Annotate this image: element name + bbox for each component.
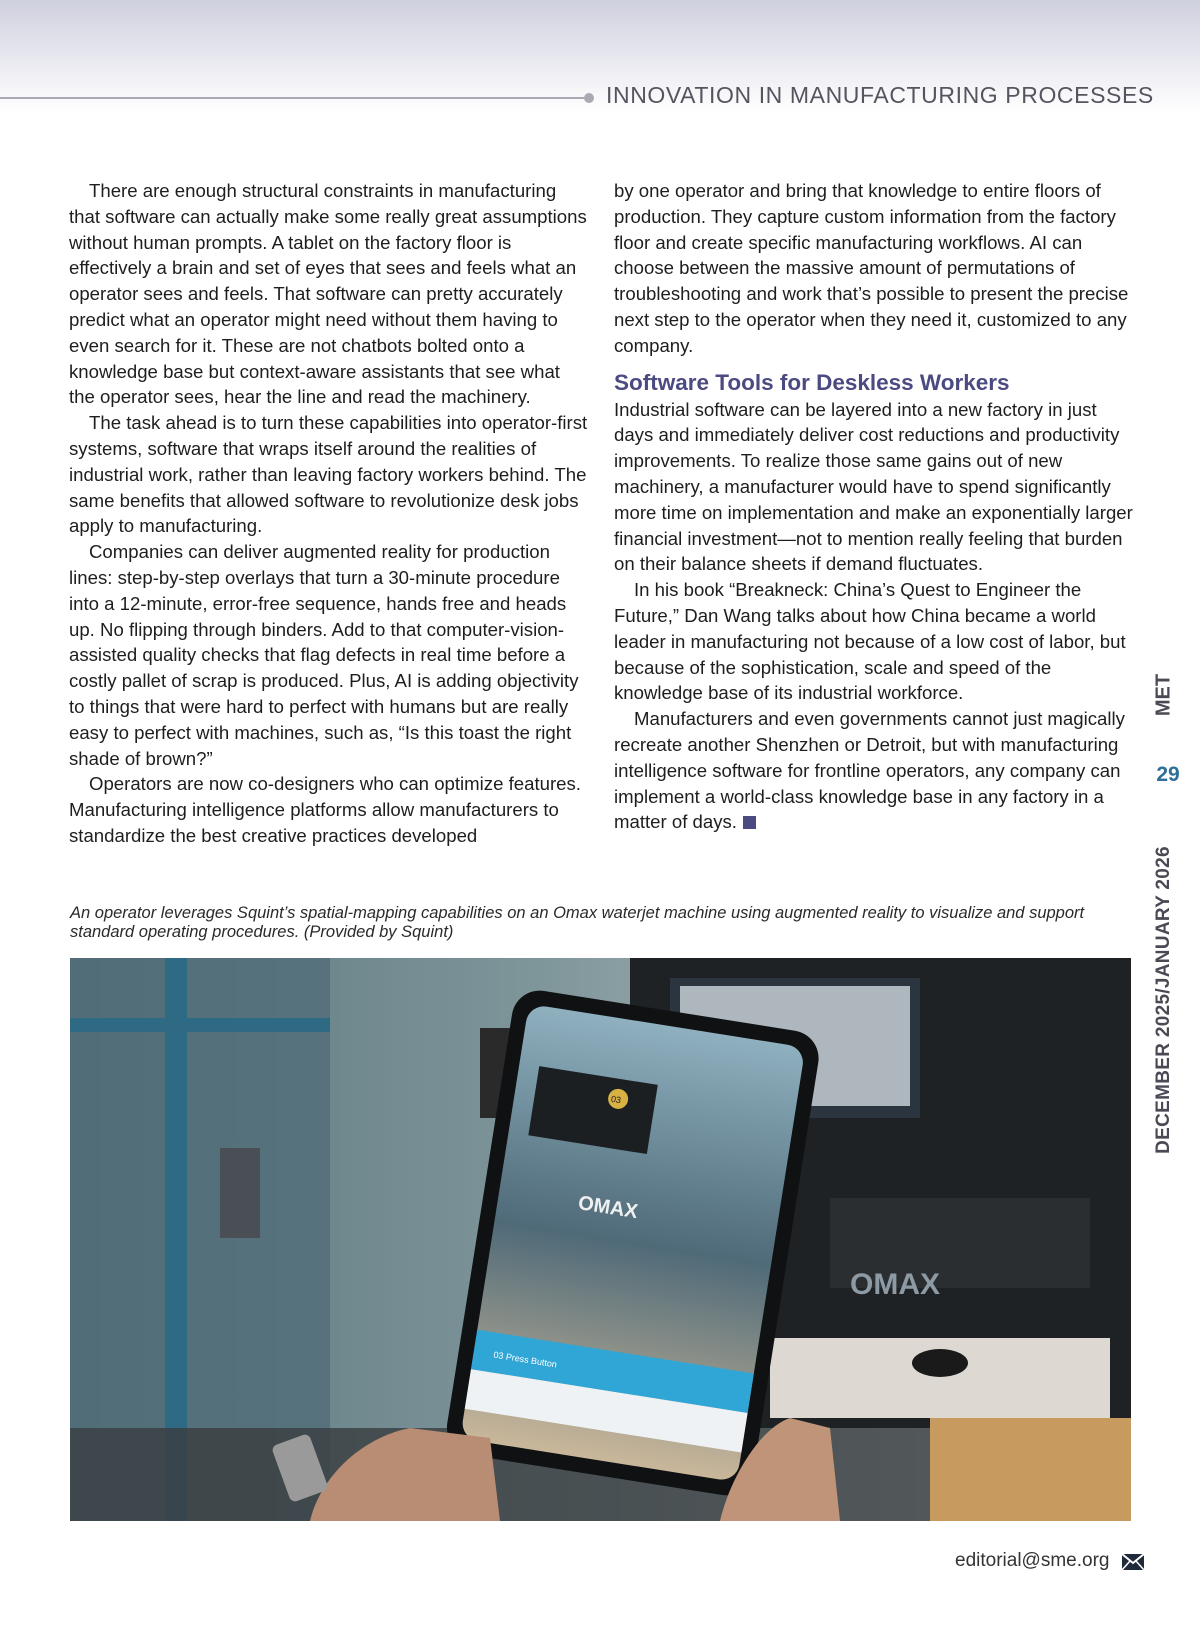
tablet-omax-text: OMAX — [576, 1192, 640, 1224]
article-left-column — [69, 178, 589, 849]
article-right-column — [614, 178, 1134, 835]
subhead: Software Tools for Deskless Workers — [614, 369, 1010, 395]
magazine-name — [1147, 665, 1181, 725]
envelope-icon — [1122, 1554, 1144, 1570]
paragraph: by one operator and bring that knowledge to entire floors of production. They capture custom information from the factory floor and create specific manufacturing workflows. AI can choose between the massive amount of permutations of troubleshooting and work that’s possible to present the precise next step to the operator when they need it, customized to any company. — [614, 180, 1129, 356]
section-title: INNOVATION IN MANUFACTURING PROCESSES — [606, 82, 1154, 108]
omax-logo-text: OMAX — [850, 1268, 940, 1301]
issue-date — [1147, 840, 1181, 1160]
paragraph-text: Manufacturers and even governments cannot just magically recreate another Shenzhen or Detroit, but with manufacturing intelligence software for frontline operators, any company can implement a world-class knowledge base in any factory in a matter of days. — [614, 708, 1125, 833]
photo-caption: An operator leverages Squint’s spatial-mapping capabilities on an Omax waterjet machine using augmented reality to visualize and support standard operating procedures. (Provided by Squint) — [70, 904, 1085, 941]
paragraph: The task ahead is to turn these capabilities into operator-first systems, software that wraps itself around the realities of industrial work, rather than leaving factory workers behind. The same benefits that allowed software to revolutionize desk jobs apply to manufacturing. — [69, 412, 588, 537]
page-number: 29 — [1156, 763, 1180, 786]
paragraph: Operators are now co-designers who can optimize features. Manufacturing intelligence platforms allow manufacturers to standardize the best creative practices developed — [69, 773, 581, 846]
magazine-name-text: MET — [1152, 673, 1175, 717]
header-bullet — [584, 93, 594, 103]
header-rule — [0, 97, 584, 99]
paragraph: Industrial software can be layered into a new factory in just days and immediately deliver cost reductions and productivity improvements. To realize those same gains out of new machinery, a manufacturer would have to spend significantly more time on implementation and make an exponentially larger financial investment—not to mention really feeling that burden on their balance sheets if demand fluctuates. — [614, 398, 1133, 575]
photo — [70, 958, 1131, 1521]
photo-illustration — [70, 958, 1131, 1521]
editorial-email[interactable]: editorial@sme.org — [955, 1550, 1110, 1571]
paragraph: There are enough structural constraints in manufacturing that software can actually make some really great assumptions without human prompts. A tablet on the factory floor is effectively a brain and set of eyes that sees and feels what an operator sees and feels. That software can pretty accurately predict what an operator might need without them having to even search for it. These are not chatbots bolted onto a knowledge base but context-aware assistants that see what the operator sees, hear the line and read the machinery. — [69, 180, 587, 408]
issue-date-text: DECEMBER 2025/JANUARY 2026 — [1153, 846, 1174, 1154]
paragraph: Companies can deliver augmented reality for production lines: step-by-step overlays that turn a 30-minute procedure into a 12-minute, error-free sequence, hands free and heads up. No flipping through binders. Add to that computer-vision-assisted quality checks that flag defects in real time before a costly pallet of scrap is produced. Plus, AI is adding objectivity to things that were hard to perfect with humans but are really easy to perfect with machines, such as, “Is this toast the right shade of brown?” — [69, 541, 579, 769]
paragraph: In his book “Breakneck: China’s Quest to Engineer the Future,” Dan Wang talks about how China became a world leader in manufacturing not because of a low cost of labor, but because of the sophistication, scale and speed of the knowledge base of its industrial workforce. — [614, 579, 1126, 704]
end-mark-icon — [743, 816, 756, 829]
tablet-step-badge: 03 — [610, 1093, 622, 1106]
tablet-step-label: 03 Press Button — [492, 1349, 558, 1370]
paragraph-last — [614, 706, 1134, 835]
